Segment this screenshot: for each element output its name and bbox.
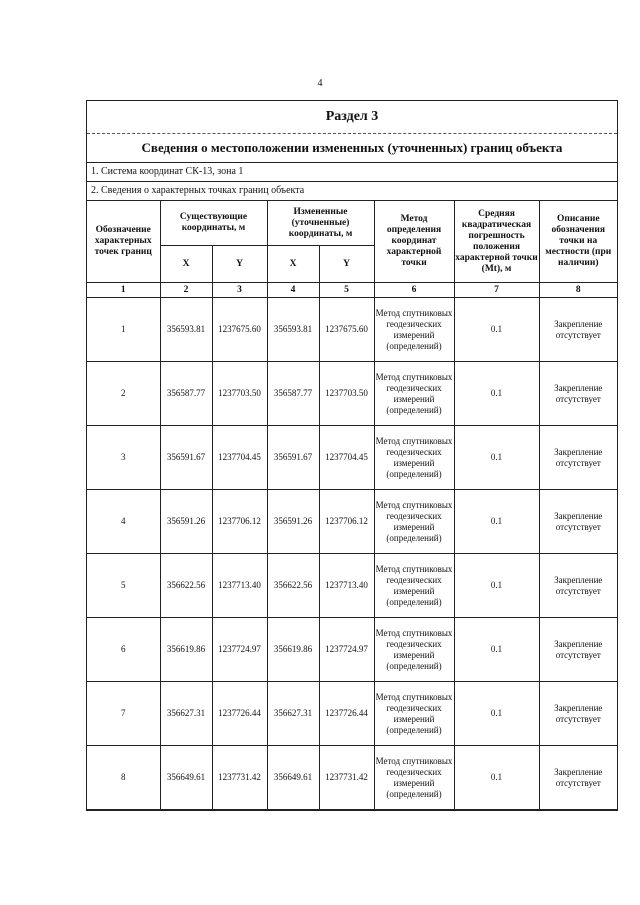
mse-value: 0.1 [454, 618, 539, 682]
description-value: Закрепление отсутствует [539, 298, 617, 362]
page-number: 4 [317, 78, 323, 89]
coordinate-system-line: 1. Система координат СК-13, зона 1 [87, 163, 617, 182]
section-title: Раздел 3 [87, 101, 617, 134]
existing-x-value: 356622.56 [160, 554, 212, 618]
points-info-line: 2. Сведения о характерных точках границ объекта [87, 182, 617, 201]
existing-x-value: 356591.67 [160, 426, 212, 490]
description-value: Закрепление отсутствует [539, 618, 617, 682]
changed-y-value: 1237704.45 [319, 426, 374, 490]
changed-y-value: 1237731.42 [319, 746, 374, 810]
header-existing-coordinates: Существующие координаты, м [160, 201, 267, 246]
header-existing-y: Y [212, 246, 267, 283]
header-description: Описание обозначения точки на местности (при наличии) [539, 201, 617, 283]
mse-value: 0.1 [454, 490, 539, 554]
description-value: Закрепление отсутствует [539, 362, 617, 426]
header-mse: Средняя квадратическая погрешность положения характерной точки (Mt), м [454, 201, 539, 283]
changed-x-value: 356591.67 [267, 426, 319, 490]
table-row [87, 746, 617, 810]
changed-x-value: 356587.77 [267, 362, 319, 426]
mse-value: 0.1 [454, 426, 539, 490]
mse-value: 0.1 [454, 298, 539, 362]
method-value: Метод спутниковых геодезических измерений (определений) [374, 682, 454, 746]
point-number: 2 [87, 362, 160, 426]
changed-y-value: 1237724.97 [319, 618, 374, 682]
column-number: 3 [212, 283, 267, 298]
header-designation: Обозначение характерных точек границ [87, 201, 160, 283]
point-number: 3 [87, 426, 160, 490]
changed-x-value: 356649.61 [267, 746, 319, 810]
table-row [87, 362, 617, 426]
description-value: Закрепление отсутствует [539, 426, 617, 490]
column-number: 5 [319, 283, 374, 298]
existing-y-value: 1237726.44 [212, 682, 267, 746]
changed-y-value: 1237706.12 [319, 490, 374, 554]
table-row [87, 554, 617, 618]
column-number: 2 [160, 283, 212, 298]
changed-y-value: 1237713.40 [319, 554, 374, 618]
existing-x-value: 356587.77 [160, 362, 212, 426]
column-number: 7 [454, 283, 539, 298]
existing-y-value: 1237706.12 [212, 490, 267, 554]
changed-y-value: 1237726.44 [319, 682, 374, 746]
existing-y-value: 1237704.45 [212, 426, 267, 490]
header-changed-coordinates: Измененные (уточненные) координаты, м [267, 201, 374, 246]
column-number: 1 [87, 283, 160, 298]
description-value: Закрепление отсутствует [539, 554, 617, 618]
existing-x-value: 356627.31 [160, 682, 212, 746]
changed-y-value: 1237675.60 [319, 298, 374, 362]
point-number: 7 [87, 682, 160, 746]
point-number: 8 [87, 746, 160, 810]
point-number: 4 [87, 490, 160, 554]
table-row [87, 426, 617, 490]
header-existing-x: X [160, 246, 212, 283]
changed-y-value: 1237703.50 [319, 362, 374, 426]
table-row [87, 490, 617, 554]
header-method: Метод определения координат характерной точки [374, 201, 454, 283]
method-value: Метод спутниковых геодезических измерений (определений) [374, 746, 454, 810]
column-number: 4 [267, 283, 319, 298]
header-changed-y: Y [319, 246, 374, 283]
description-value: Закрепление отсутствует [539, 490, 617, 554]
table-row [87, 298, 617, 362]
point-number: 5 [87, 554, 160, 618]
changed-x-value: 356622.56 [267, 554, 319, 618]
method-value: Метод спутниковых геодезических измерений (определений) [374, 362, 454, 426]
existing-x-value: 356591.26 [160, 490, 212, 554]
section-subtitle: Сведения о местоположении измененных (уточненных) границ объекта [87, 134, 617, 163]
description-value: Закрепление отсутствует [539, 746, 617, 810]
column-number: 6 [374, 283, 454, 298]
method-value: Метод спутниковых геодезических измерений (определений) [374, 618, 454, 682]
changed-x-value: 356593.81 [267, 298, 319, 362]
existing-y-value: 1237724.97 [212, 618, 267, 682]
column-number: 8 [539, 283, 617, 298]
description-value: Закрепление отсутствует [539, 682, 617, 746]
changed-x-value: 356619.86 [267, 618, 319, 682]
table-row [87, 682, 617, 746]
method-value: Метод спутниковых геодезических измерений (определений) [374, 426, 454, 490]
existing-y-value: 1237675.60 [212, 298, 267, 362]
boundary-points-table [87, 201, 617, 810]
method-value: Метод спутниковых геодезических измерений (определений) [374, 554, 454, 618]
existing-x-value: 356593.81 [160, 298, 212, 362]
section-3-sheet [86, 100, 618, 811]
mse-value: 0.1 [454, 554, 539, 618]
existing-y-value: 1237731.42 [212, 746, 267, 810]
existing-y-value: 1237713.40 [212, 554, 267, 618]
method-value: Метод спутниковых геодезических измерений (определений) [374, 298, 454, 362]
point-number: 6 [87, 618, 160, 682]
method-value: Метод спутниковых геодезических измерений (определений) [374, 490, 454, 554]
existing-x-value: 356649.61 [160, 746, 212, 810]
changed-x-value: 356627.31 [267, 682, 319, 746]
mse-value: 0.1 [454, 746, 539, 810]
mse-value: 0.1 [454, 682, 539, 746]
changed-x-value: 356591.26 [267, 490, 319, 554]
existing-x-value: 356619.86 [160, 618, 212, 682]
header-changed-x: X [267, 246, 319, 283]
mse-value: 0.1 [454, 362, 539, 426]
table-row [87, 618, 617, 682]
point-number: 1 [87, 298, 160, 362]
existing-y-value: 1237703.50 [212, 362, 267, 426]
